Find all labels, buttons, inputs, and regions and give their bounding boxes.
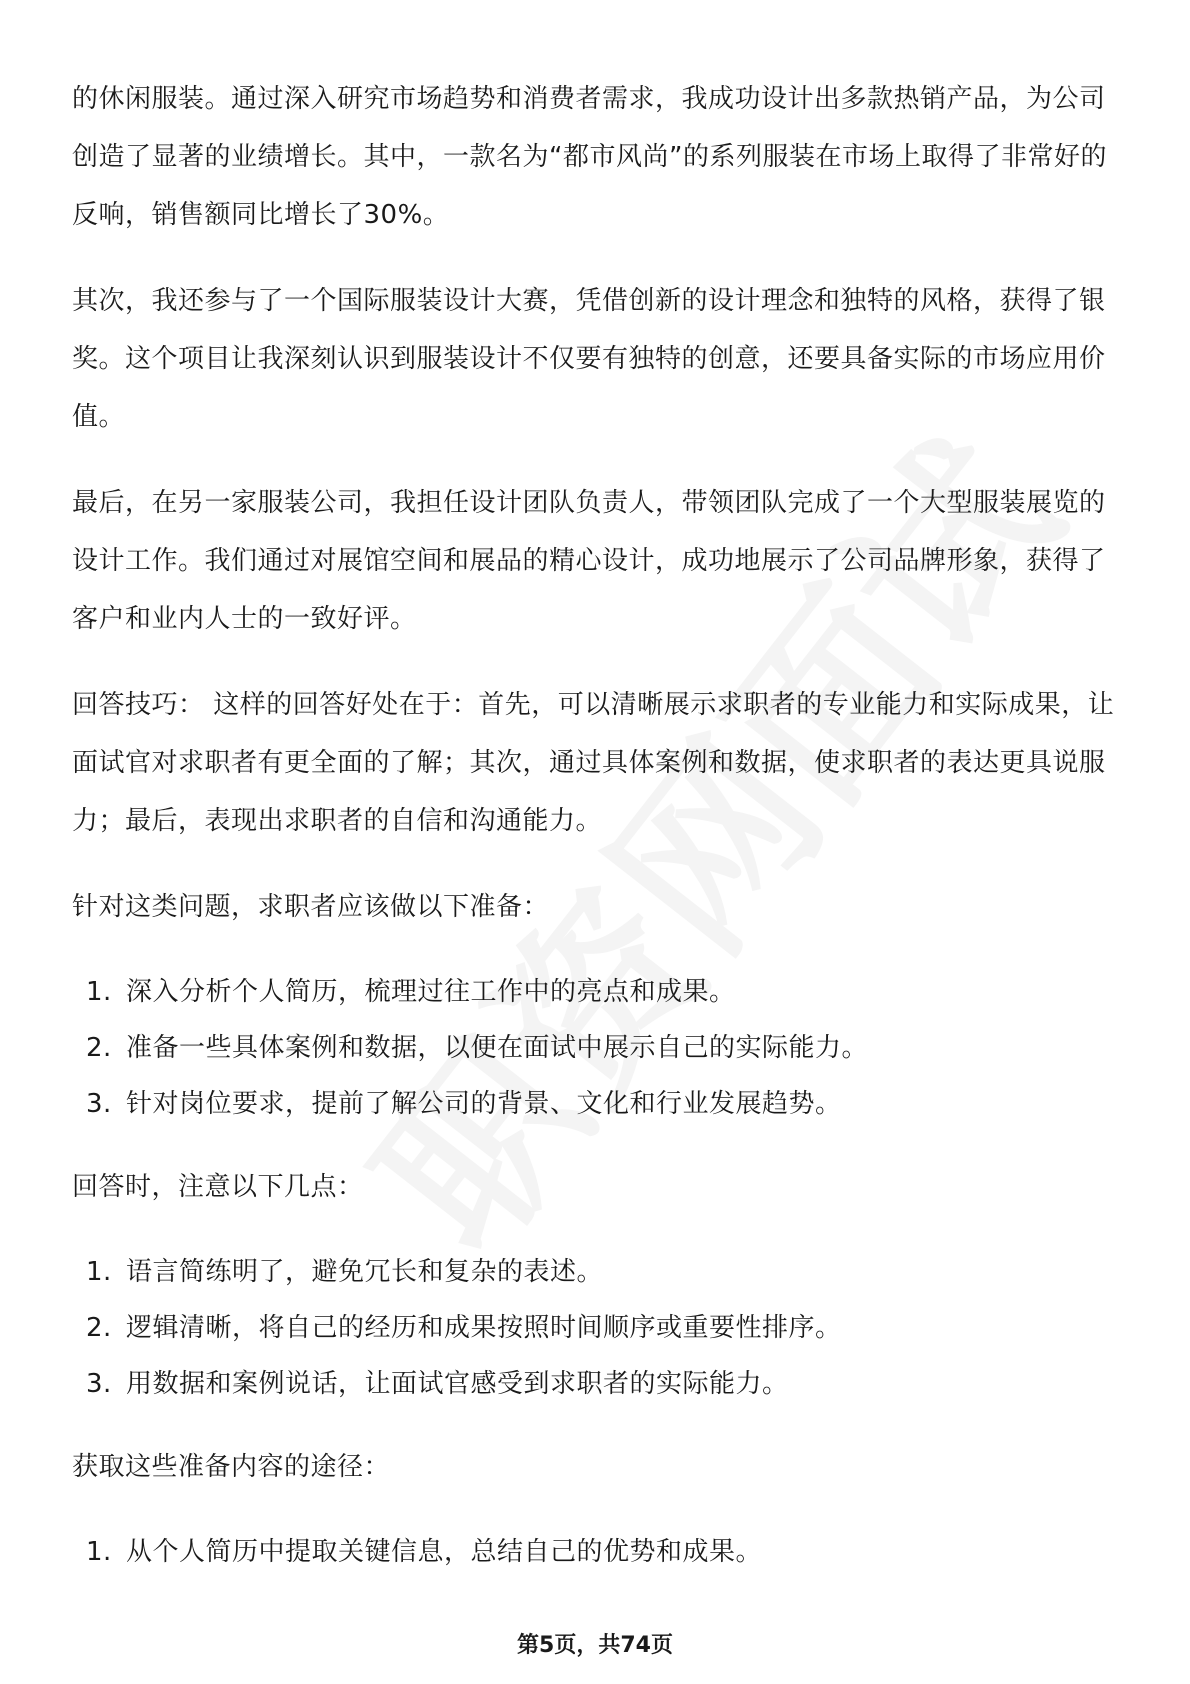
list-item-text: 针对岗位要求，提前了解公司的背景、文化和行业发展趋势。: [126, 1089, 842, 1119]
paragraph-answer-tips: 回答技巧： 这样的回答好处在于：首先，可以清晰展示求职者的专业能力和实际成果，让面试官对求职者有更全面的了解；其次，通过具体案例和数据，使求职者的表达更具说服力；最后，表现出求职者的自信和沟通能力。: [72, 690, 1115, 836]
list-item: [72, 1524, 1118, 1580]
prep-list: [72, 964, 1118, 1132]
list-number: 1.: [86, 1257, 112, 1287]
paragraph-achievement-2: 其次，我还参与了一个国际服装设计大赛，凭借创新的设计理念和独特的风格，获得了银奖。这个项目让我深刻认识到服装设计不仅要有独特的创意，还要具备实际的市场应用价值。: [72, 286, 1106, 432]
list-number: 1.: [86, 977, 112, 1007]
list-item: [72, 964, 1118, 1020]
paragraph-achievement-1: 的休闲服装。通过深入研究市场趋势和消费者需求，我成功设计出多款热销产品，为公司创造了显著的业绩增长。其中，一款名为“都市风尚”的系列服装在市场上取得了非常好的反响，销售额同比增长了30%。: [72, 84, 1107, 230]
sources-heading: 获取这些准备内容的途径：: [72, 1452, 391, 1482]
list-item-text: 准备一些具体案例和数据，以便在面试中展示自己的实际能力。: [126, 1033, 869, 1063]
list-item-text: 从个人简历中提取关键信息，总结自己的优势和成果。: [126, 1537, 763, 1567]
notes-heading: 回答时，注意以下几点：: [72, 1172, 364, 1202]
paragraph-achievement-3: 最后，在另一家服装公司，我担任设计团队负责人，带领团队完成了一个大型服装展览的设计工作。我们通过对展馆空间和展品的精心设计，成功地展示了公司品牌形象，获得了客户和业内人士的一致好评。: [72, 488, 1106, 634]
list-item-text: 用数据和案例说话，让面试官感受到求职者的实际能力。: [126, 1369, 789, 1399]
prep-heading: 针对这类问题，求职者应该做以下准备：: [72, 892, 550, 922]
sources-list: [72, 1524, 1118, 1580]
list-item-text: 深入分析个人简历，梳理过往工作中的亮点和成果。: [126, 977, 736, 1007]
list-item-text: 语言简练明了，避免冗长和复杂的表述。: [126, 1257, 604, 1287]
list-item: [72, 1300, 1118, 1356]
list-number: 3.: [86, 1369, 112, 1399]
list-item: [72, 1356, 1118, 1412]
list-item: [72, 1020, 1118, 1076]
list-number: 2.: [86, 1033, 112, 1063]
notes-list: [72, 1244, 1118, 1412]
list-number: 3.: [86, 1089, 112, 1119]
page-content: [72, 70, 1118, 1606]
list-item-text: 逻辑清晰，将自己的经历和成果按照时间顺序或重要性排序。: [126, 1313, 842, 1343]
list-number: 1.: [86, 1537, 112, 1567]
list-number: 2.: [86, 1313, 112, 1343]
list-item: [72, 1076, 1118, 1132]
page-number-footer: 第5页，共74页: [517, 1633, 673, 1658]
list-item: [72, 1244, 1118, 1300]
